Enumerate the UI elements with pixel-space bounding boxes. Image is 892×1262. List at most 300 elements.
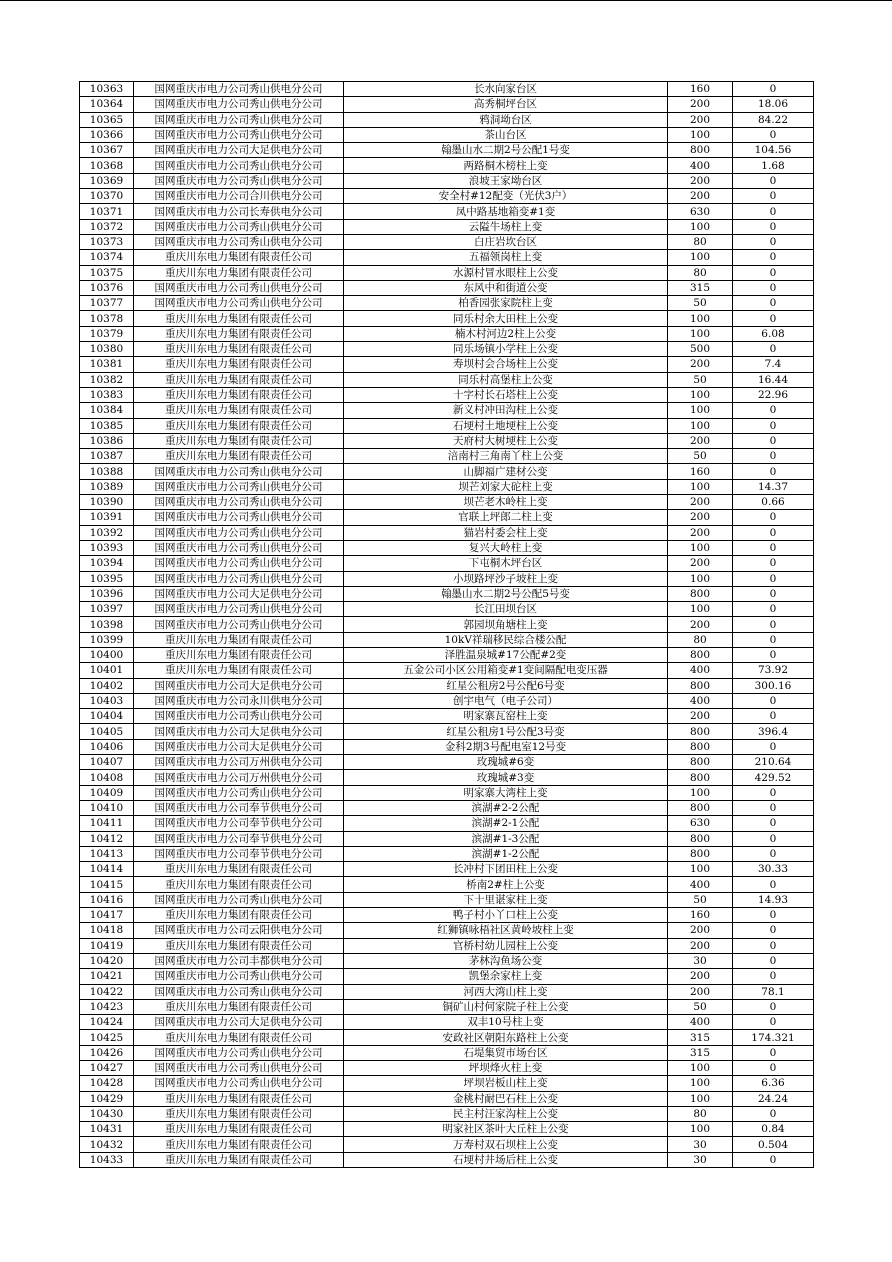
capacity-cell: 800 (668, 831, 733, 846)
row-id-cell: 10395 (80, 571, 134, 586)
capacity-cell: 400 (668, 877, 733, 892)
load-cell: 6.08 (733, 326, 814, 341)
table-row (80, 525, 814, 540)
row-id-cell: 10381 (80, 357, 134, 372)
capacity-cell: 200 (668, 709, 733, 724)
station-name-cell: 鸭子村小丫口柱上公变 (344, 908, 668, 923)
row-id-cell: 10383 (80, 387, 134, 402)
load-cell: 0 (733, 464, 814, 479)
load-cell: 0 (733, 647, 814, 662)
load-cell: 0 (733, 280, 814, 295)
row-id-cell: 10384 (80, 403, 134, 418)
capacity-cell: 200 (668, 617, 733, 632)
load-cell: 0.504 (733, 1137, 814, 1152)
company-cell: 国网重庆市电力公司秀山供电分公司 (134, 1045, 344, 1060)
company-cell: 国网重庆市电力公司秀山供电分公司 (134, 464, 344, 479)
load-cell: 0 (733, 265, 814, 280)
station-name-cell: 长水向家台区 (344, 82, 668, 97)
station-name-cell: 安全村#12配变（光伏3户） (344, 189, 668, 204)
capacity-cell: 100 (668, 602, 733, 617)
load-cell: 0 (733, 953, 814, 968)
station-name-cell: 石埂村井场后柱上公变 (344, 1152, 668, 1167)
capacity-cell: 630 (668, 204, 733, 219)
capacity-cell: 160 (668, 82, 733, 97)
row-id-cell: 10391 (80, 510, 134, 525)
load-cell: 0 (733, 693, 814, 708)
load-cell: 0 (733, 1152, 814, 1167)
capacity-cell: 30 (668, 1137, 733, 1152)
capacity-cell: 100 (668, 326, 733, 341)
company-cell: 国网重庆市电力公司秀山供电分公司 (134, 984, 344, 999)
load-cell: 0 (733, 846, 814, 861)
table-row (80, 632, 814, 647)
load-cell: 0 (733, 311, 814, 326)
row-id-cell: 10400 (80, 647, 134, 662)
capacity-cell: 50 (668, 296, 733, 311)
load-cell: 84.22 (733, 112, 814, 127)
table-row (80, 449, 814, 464)
load-cell: 0 (733, 969, 814, 984)
row-id-cell: 10427 (80, 1061, 134, 1076)
load-cell: 300.16 (733, 678, 814, 693)
capacity-cell: 100 (668, 571, 733, 586)
station-name-cell: 石埂村土地埂柱上公变 (344, 418, 668, 433)
company-cell: 重庆川东电力集团有限责任公司 (134, 1030, 344, 1045)
row-id-cell: 10399 (80, 632, 134, 647)
capacity-cell: 400 (668, 1015, 733, 1030)
company-cell: 国网重庆市电力公司秀山供电分公司 (134, 173, 344, 188)
station-name-cell: 红星公租房1号公配3号变 (344, 724, 668, 739)
row-id-cell: 10421 (80, 969, 134, 984)
row-id-cell: 10373 (80, 234, 134, 249)
capacity-cell: 200 (668, 984, 733, 999)
company-cell: 国网重庆市电力公司大足供电分公司 (134, 724, 344, 739)
capacity-cell: 200 (668, 97, 733, 112)
table-row (80, 647, 814, 662)
company-cell: 国网重庆市电力公司秀山供电分公司 (134, 296, 344, 311)
load-cell: 18.06 (733, 97, 814, 112)
capacity-cell: 500 (668, 342, 733, 357)
row-id-cell: 10431 (80, 1122, 134, 1137)
load-cell: 0 (733, 923, 814, 938)
row-id-cell: 10369 (80, 173, 134, 188)
row-id-cell: 10403 (80, 693, 134, 708)
table-row (80, 709, 814, 724)
station-name-cell: 猫岩村委会柱上变 (344, 525, 668, 540)
table-row (80, 495, 814, 510)
row-id-cell: 10428 (80, 1076, 134, 1091)
station-name-cell: 同乐村高堡柱上公变 (344, 372, 668, 387)
company-cell: 国网重庆市电力公司秀山供电分公司 (134, 158, 344, 173)
station-name-cell: 玫瑰城#3变 (344, 770, 668, 785)
station-name-cell: 玫瑰城#6变 (344, 755, 668, 770)
table-row (80, 1152, 814, 1167)
capacity-cell: 100 (668, 1061, 733, 1076)
company-cell: 国网重庆市电力公司秀山供电分公司 (134, 1061, 344, 1076)
table-row (80, 143, 814, 158)
load-cell: 0 (733, 1106, 814, 1121)
load-cell: 0 (733, 189, 814, 204)
station-name-cell: 官桥村幼儿园柱上公变 (344, 938, 668, 953)
load-cell: 0 (733, 1061, 814, 1076)
station-name-cell: 同乐村余大田柱上公变 (344, 311, 668, 326)
station-name-cell: 坝芒老木岭柱上变 (344, 495, 668, 510)
load-cell: 174.321 (733, 1030, 814, 1045)
table-row (80, 387, 814, 402)
company-cell: 国网重庆市电力公司秀山供电分公司 (134, 556, 344, 571)
row-id-cell: 10385 (80, 418, 134, 433)
row-id-cell: 10407 (80, 755, 134, 770)
capacity-cell: 200 (668, 112, 733, 127)
company-cell: 国网重庆市电力公司大足供电分公司 (134, 143, 344, 158)
station-name-cell: 金桃村耐巴石柱上公变 (344, 1091, 668, 1106)
row-id-cell: 10393 (80, 540, 134, 555)
load-cell: 73.92 (733, 663, 814, 678)
table-row (80, 540, 814, 555)
table-row (80, 234, 814, 249)
station-name-cell: 创宇电气（电子公司） (344, 693, 668, 708)
row-id-cell: 10405 (80, 724, 134, 739)
company-cell: 重庆川东电力集团有限责任公司 (134, 250, 344, 265)
row-id-cell: 10368 (80, 158, 134, 173)
company-cell: 国网重庆市电力公司秀山供电分公司 (134, 617, 344, 632)
station-name-cell: 新义村冲田沟柱上公变 (344, 403, 668, 418)
row-id-cell: 10394 (80, 556, 134, 571)
table-row (80, 617, 814, 632)
table-row (80, 311, 814, 326)
table-row (80, 923, 814, 938)
station-name-cell: 滨湖#2-2公配 (344, 800, 668, 815)
company-cell: 国网重庆市电力公司万州供电分公司 (134, 755, 344, 770)
station-name-cell: 涪南村三角南丫柱上公变 (344, 449, 668, 464)
row-id-cell: 10375 (80, 265, 134, 280)
row-id-cell: 10414 (80, 862, 134, 877)
capacity-cell: 30 (668, 953, 733, 968)
station-name-cell: 铜矿山村何家院子柱上公变 (344, 999, 668, 1014)
load-cell: 0 (733, 571, 814, 586)
station-name-cell: 高秀桐坪台区 (344, 97, 668, 112)
row-id-cell: 10415 (80, 877, 134, 892)
capacity-cell: 200 (668, 556, 733, 571)
table-row (80, 280, 814, 295)
station-name-cell: 河西大湾山柱上变 (344, 984, 668, 999)
row-id-cell: 10386 (80, 433, 134, 448)
row-id-cell: 10382 (80, 372, 134, 387)
capacity-cell: 100 (668, 479, 733, 494)
row-id-cell: 10367 (80, 143, 134, 158)
station-name-cell: 红星公租房2号公配6号变 (344, 678, 668, 693)
company-cell: 国网重庆市电力公司秀山供电分公司 (134, 969, 344, 984)
table-row (80, 602, 814, 617)
row-id-cell: 10366 (80, 127, 134, 142)
company-cell: 国网重庆市电力公司秀山供电分公司 (134, 1076, 344, 1091)
company-cell: 重庆川东电力集团有限责任公司 (134, 877, 344, 892)
company-cell: 国网重庆市电力公司大足供电分公司 (134, 678, 344, 693)
capacity-cell: 50 (668, 892, 733, 907)
row-id-cell: 10404 (80, 709, 134, 724)
table-row (80, 678, 814, 693)
table-row (80, 1061, 814, 1076)
station-name-cell: 云隘牛场柱上变 (344, 219, 668, 234)
capacity-cell: 100 (668, 862, 733, 877)
company-cell: 国网重庆市电力公司合川供电分公司 (134, 189, 344, 204)
row-id-cell: 10411 (80, 816, 134, 831)
capacity-cell: 400 (668, 693, 733, 708)
capacity-cell: 800 (668, 678, 733, 693)
page-top-rule (0, 0, 892, 1)
row-id-cell: 10398 (80, 617, 134, 632)
table-row (80, 204, 814, 219)
station-name-cell: 石堤集贸市场台区 (344, 1045, 668, 1060)
row-id-cell: 10417 (80, 908, 134, 923)
row-id-cell: 10402 (80, 678, 134, 693)
capacity-cell: 200 (668, 969, 733, 984)
row-id-cell: 10410 (80, 800, 134, 815)
company-cell: 重庆川东电力集团有限责任公司 (134, 403, 344, 418)
station-name-cell: 凤中路基地箱变#1变 (344, 204, 668, 219)
table-row (80, 219, 814, 234)
station-name-cell: 水源村冒水眼柱上公变 (344, 265, 668, 280)
capacity-cell: 315 (668, 280, 733, 295)
load-cell: 0 (733, 219, 814, 234)
row-id-cell: 10412 (80, 831, 134, 846)
table-row (80, 969, 814, 984)
station-name-cell: 滨湖#2-1公配 (344, 816, 668, 831)
station-name-cell: 明家寨大湾柱上变 (344, 785, 668, 800)
row-id-cell: 10390 (80, 495, 134, 510)
table-row (80, 877, 814, 892)
capacity-cell: 800 (668, 770, 733, 785)
table-row (80, 342, 814, 357)
load-cell: 0 (733, 250, 814, 265)
capacity-cell: 100 (668, 1091, 733, 1106)
load-cell: 1.68 (733, 158, 814, 173)
row-id-cell: 10388 (80, 464, 134, 479)
row-id-cell: 10432 (80, 1137, 134, 1152)
load-cell: 0 (733, 127, 814, 142)
capacity-cell: 200 (668, 189, 733, 204)
company-cell: 国网重庆市电力公司秀山供电分公司 (134, 892, 344, 907)
capacity-cell: 400 (668, 158, 733, 173)
row-id-cell: 10376 (80, 280, 134, 295)
station-name-cell: 五福领岗柱上变 (344, 250, 668, 265)
capacity-cell: 800 (668, 755, 733, 770)
table-row (80, 724, 814, 739)
row-id-cell: 10379 (80, 326, 134, 341)
capacity-cell: 50 (668, 999, 733, 1014)
row-id-cell: 10374 (80, 250, 134, 265)
company-cell: 国网重庆市电力公司万州供电分公司 (134, 770, 344, 785)
load-cell: 0 (733, 586, 814, 601)
company-cell: 国网重庆市电力公司秀山供电分公司 (134, 127, 344, 142)
table-row (80, 326, 814, 341)
capacity-cell: 200 (668, 525, 733, 540)
station-name-cell: 滨湖#1-3公配 (344, 831, 668, 846)
station-name-cell: 寿坝村会合场柱上公变 (344, 357, 668, 372)
station-name-cell: 坪坝岩板山柱上变 (344, 1076, 668, 1091)
row-id-cell: 10424 (80, 1015, 134, 1030)
company-cell: 国网重庆市电力公司秀山供电分公司 (134, 219, 344, 234)
station-name-cell: 楠木村河边2柱上公变 (344, 326, 668, 341)
load-cell: 104.56 (733, 143, 814, 158)
load-cell: 0 (733, 938, 814, 953)
capacity-cell: 315 (668, 1030, 733, 1045)
station-name-cell: 郭园坝角塘柱上变 (344, 617, 668, 632)
load-cell: 0 (733, 877, 814, 892)
table-row (80, 112, 814, 127)
company-cell: 国网重庆市电力公司永川供电分公司 (134, 693, 344, 708)
row-id-cell: 10409 (80, 785, 134, 800)
row-id-cell: 10401 (80, 663, 134, 678)
row-id-cell: 10430 (80, 1106, 134, 1121)
table-row (80, 250, 814, 265)
load-cell: 0 (733, 403, 814, 418)
table-row (80, 846, 814, 861)
company-cell: 国网重庆市电力公司秀山供电分公司 (134, 234, 344, 249)
load-cell: 0 (733, 632, 814, 647)
table-row (80, 938, 814, 953)
row-id-cell: 10429 (80, 1091, 134, 1106)
capacity-cell: 30 (668, 1152, 733, 1167)
table-row (80, 892, 814, 907)
load-cell: 0 (733, 556, 814, 571)
capacity-cell: 80 (668, 234, 733, 249)
load-cell: 30.33 (733, 862, 814, 877)
table-row (80, 158, 814, 173)
row-id-cell: 10408 (80, 770, 134, 785)
table-row (80, 372, 814, 387)
company-cell: 重庆川东电力集团有限责任公司 (134, 311, 344, 326)
load-cell: 7.4 (733, 357, 814, 372)
table-row (80, 1076, 814, 1091)
capacity-cell: 200 (668, 495, 733, 510)
capacity-cell: 200 (668, 173, 733, 188)
company-cell: 国网重庆市电力公司奉节供电分公司 (134, 800, 344, 815)
station-name-cell: 长江田坝台区 (344, 602, 668, 617)
capacity-cell: 800 (668, 800, 733, 815)
table-row (80, 1030, 814, 1045)
company-cell: 国网重庆市电力公司秀山供电分公司 (134, 82, 344, 97)
company-cell: 重庆川东电力集团有限责任公司 (134, 1106, 344, 1121)
table-row (80, 1015, 814, 1030)
table-row (80, 173, 814, 188)
load-cell: 0 (733, 831, 814, 846)
station-name-cell: 官联上坪郎二柱上变 (344, 510, 668, 525)
load-cell: 210.64 (733, 755, 814, 770)
capacity-cell: 800 (668, 724, 733, 739)
table-row (80, 510, 814, 525)
company-cell: 重庆川东电力集团有限责任公司 (134, 632, 344, 647)
table-row (80, 953, 814, 968)
load-cell: 0 (733, 739, 814, 754)
row-id-cell: 10372 (80, 219, 134, 234)
company-cell: 国网重庆市电力公司秀山供电分公司 (134, 495, 344, 510)
load-cell: 0 (733, 785, 814, 800)
company-cell: 国网重庆市电力公司大足供电分公司 (134, 739, 344, 754)
station-name-cell: 柏香园张家院柱上变 (344, 296, 668, 311)
table-row (80, 1137, 814, 1152)
capacity-cell: 160 (668, 464, 733, 479)
transformer-table (79, 81, 814, 1168)
company-cell: 国网重庆市电力公司秀山供电分公司 (134, 479, 344, 494)
station-name-cell: 明家寨瓦窑柱上变 (344, 709, 668, 724)
capacity-cell: 100 (668, 250, 733, 265)
capacity-cell: 80 (668, 632, 733, 647)
capacity-cell: 50 (668, 372, 733, 387)
load-cell: 0 (733, 999, 814, 1014)
table-row (80, 403, 814, 418)
table-row (80, 265, 814, 280)
load-cell: 14.37 (733, 479, 814, 494)
company-cell: 重庆川东电力集团有限责任公司 (134, 1137, 344, 1152)
company-cell: 重庆川东电力集团有限责任公司 (134, 1122, 344, 1137)
station-name-cell: 红狮镇咏梧社区黄岭坡柱上变 (344, 923, 668, 938)
row-id-cell: 10387 (80, 449, 134, 464)
load-cell: 0 (733, 449, 814, 464)
row-id-cell: 10378 (80, 311, 134, 326)
station-name-cell: 下十里谌家柱上变 (344, 892, 668, 907)
station-name-cell: 10kV祥瑞移民综合楼公配 (344, 632, 668, 647)
table-row (80, 770, 814, 785)
table-row (80, 479, 814, 494)
company-cell: 国网重庆市电力公司秀山供电分公司 (134, 112, 344, 127)
company-cell: 国网重庆市电力公司秀山供电分公司 (134, 510, 344, 525)
capacity-cell: 800 (668, 647, 733, 662)
station-name-cell: 同乐场镇小学柱上公变 (344, 342, 668, 357)
load-cell: 0 (733, 1045, 814, 1060)
load-cell: 0 (733, 525, 814, 540)
load-cell: 0 (733, 296, 814, 311)
station-name-cell: 五金公司小区公用箱变#1变间隔配电变压器 (344, 663, 668, 678)
table-row (80, 816, 814, 831)
station-name-cell: 天府村大树埂柱上公变 (344, 433, 668, 448)
station-name-cell: 两路桐木榜柱上变 (344, 158, 668, 173)
station-name-cell: 双丰10号柱上变 (344, 1015, 668, 1030)
company-cell: 国网重庆市电力公司秀山供电分公司 (134, 525, 344, 540)
capacity-cell: 800 (668, 586, 733, 601)
table-row (80, 831, 814, 846)
row-id-cell: 10365 (80, 112, 134, 127)
capacity-cell: 160 (668, 908, 733, 923)
table-row (80, 785, 814, 800)
table-row (80, 862, 814, 877)
table-row (80, 357, 814, 372)
capacity-cell: 100 (668, 311, 733, 326)
table-row (80, 800, 814, 815)
load-cell: 0 (733, 602, 814, 617)
station-name-cell: 复兴大岭柱上变 (344, 540, 668, 555)
table-row (80, 82, 814, 97)
capacity-cell: 315 (668, 1045, 733, 1060)
station-name-cell: 山脚福广建材公变 (344, 464, 668, 479)
load-cell: 0 (733, 510, 814, 525)
table-row (80, 464, 814, 479)
station-name-cell: 翰墨山水二期2号公配1号变 (344, 143, 668, 158)
load-cell: 0 (733, 433, 814, 448)
company-cell: 国网重庆市电力公司秀山供电分公司 (134, 709, 344, 724)
capacity-cell: 100 (668, 418, 733, 433)
company-cell: 国网重庆市电力公司大足供电分公司 (134, 1015, 344, 1030)
table-body (80, 82, 814, 1168)
load-cell: 0.66 (733, 495, 814, 510)
station-name-cell: 下屯桐木坪台区 (344, 556, 668, 571)
company-cell: 国网重庆市电力公司奉节供电分公司 (134, 846, 344, 861)
row-id-cell: 10416 (80, 892, 134, 907)
table-row (80, 984, 814, 999)
table-row (80, 189, 814, 204)
load-cell: 0 (733, 418, 814, 433)
row-id-cell: 10413 (80, 846, 134, 861)
